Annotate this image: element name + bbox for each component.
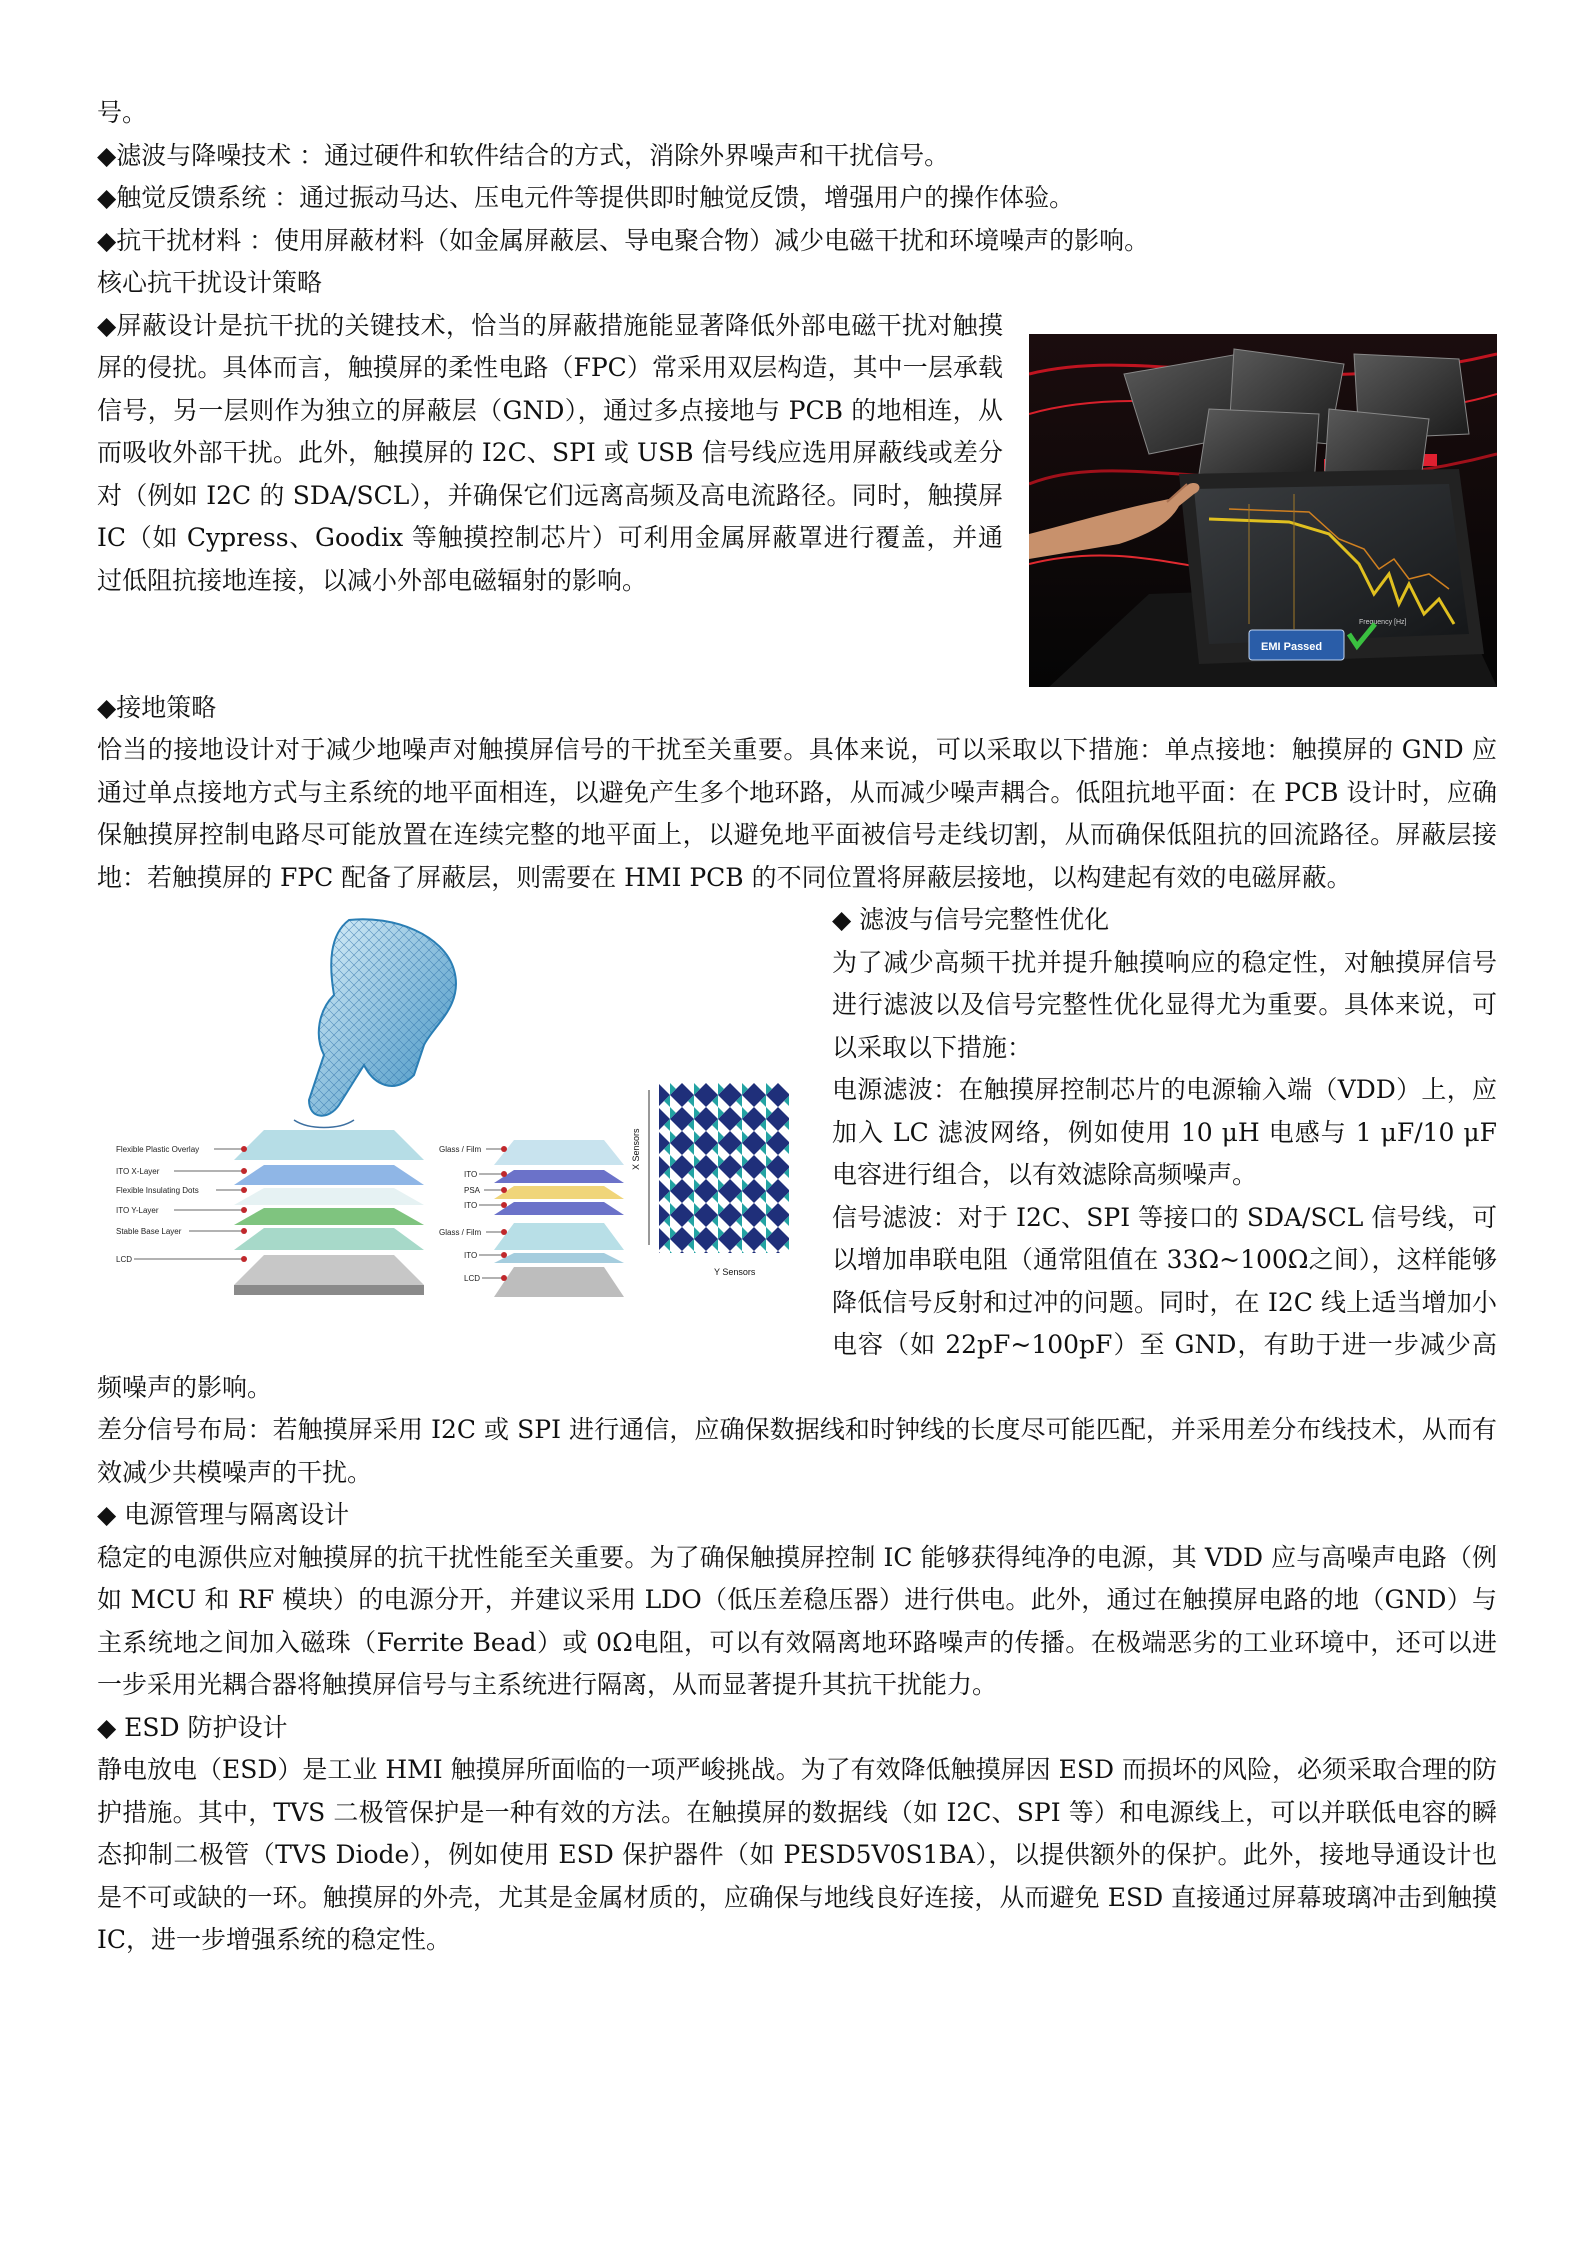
esd-heading: ◆ ESD 防护设计 xyxy=(97,1712,288,1742)
layer-label: Flexible Plastic Overlay xyxy=(116,1145,200,1154)
filtering-intro: 为了减少高频干扰并提升触摸响应的稳定性，对触摸屏信号进行滤波以及信号完整性优化显得尤为重要。具体来说，可以采取以下措施： xyxy=(832,947,1497,1062)
y-sensors-label: Y Sensors xyxy=(714,1267,756,1277)
frequency-axis-label: Frequency [Hz] xyxy=(1359,618,1407,626)
emi-passed-badge: EMI Passed xyxy=(1261,640,1323,653)
layer-label: PSA xyxy=(464,1186,481,1195)
section-heading-core-strategy: 核心抗干扰设计策略 xyxy=(97,268,323,297)
bullet-anti-interference-material: ◆抗干扰材料 ：使用屏蔽材料（如金属屏蔽层、导电聚合物）减少电磁干扰和环境噪声的影响。 xyxy=(97,225,1150,255)
layer-label: ITO X-Layer xyxy=(116,1167,160,1176)
layer-label: ITO Y-Layer xyxy=(116,1206,159,1215)
shield-design-paragraph: ◆屏蔽设计是抗干扰的关键技术，恰当的屏蔽措施能显著降低外部电磁干扰对触摸屏的侵扰。具体而言，触摸屏的柔性电路（FPC）常采用双层构造，其中一层承载信号，另一层则作为独立的屏蔽层（GND），通过多点接地与 PCB 的地相连，从而吸收外部干扰。此外，触摸屏的 I2C、SPI 或 USB 信号线应选用屏蔽线或差分对（例如 I2C 的 SDA/SCL），并确保它们远离高频及高电流路径。同时，触摸屏 IC（如 Cypress、Goodix 等触摸控制芯片）可利用金属屏蔽罩进行覆盖，并通过低阻抗接地连接，以减小外部电磁辐射的影响。 xyxy=(97,310,1003,595)
touch-layer-stack-image xyxy=(94,915,804,1335)
layer-label: LCD xyxy=(464,1274,481,1283)
bullet-filter-noise: ◆滤波与降噪技术 ：通过硬件和软件结合的方式，消除外界噪声和干扰信号。 xyxy=(97,140,950,170)
emi-test-image xyxy=(1029,334,1497,687)
layer-label: Stable Base Layer xyxy=(116,1227,182,1236)
signal-filtering-paragraph: 信号滤波：对于 I2C、SPI 等接口的 SDA/SCL 信号线，可以增加串联电阻（通常阻值在 33Ω~100Ω之间），这样能够降低信号反射和过冲的问题。同时，在 I2C 线上适当增加小电容（如 22pF~100pF）至 GND，有助于进一步减少高频噪声的影响。 xyxy=(97,1202,1497,1402)
x-sensors-label: X Sensors xyxy=(631,1128,641,1170)
filtering-heading: ◆ 滤波与信号完整性优化 xyxy=(832,905,1110,934)
grounding-paragraph: 恰当的接地设计对于减少地噪声对触摸屏信号的干扰至关重要。具体来说，可以采取以下措施：单点接地：触摸屏的 GND 应通过单点接地方式与主系统的地平面相连，以避免产生多个地环路，从而减少噪声耦合。低阻抗地平面：在 PCB 设计时，应确保触摸屏控制电路尽可能放置在连续完整的地平面上，以避免地平面被信号走线切割，从而确保低阻抗的回流路径。屏蔽层接地：若触摸屏的 FPC 配备了屏蔽层，则需要在 HMI PCB 的不同位置将屏蔽层接地，以构建起有效的电磁屏蔽。 xyxy=(97,735,1497,892)
layer-label: ITO xyxy=(464,1201,478,1210)
power-filtering-paragraph: 电源滤波：在触摸屏控制芯片的电源输入端（VDD）上，应加入 LC 滤波网络，例如使用 10 μH 电感与 1 μF/10 μF 电容进行组合，以有效滤除高频噪声。 xyxy=(832,1075,1497,1189)
layer-label: LCD xyxy=(116,1255,133,1264)
document-page xyxy=(97,92,1497,1962)
power-management-paragraph: 稳定的电源供应对触摸屏的抗干扰性能至关重要。为了确保触摸屏控制 IC 能够获得纯净的电源，其 VDD 应与高噪声电路（例如 MCU 和 RF 模块）的电源分开，并建议采用 LDO（低压差稳压器）进行供电。此外，通过在触摸屏电路的地（GND）与主系统地之间加入磁珠（Ferrite Bead）或 0Ω电阻，可以有效隔离地环路噪声的传播。在极端恶劣的工业环境中，还可以进一步采用光耦合器将触摸屏信号与主系统进行隔离，从而显著提升其抗干扰能力。 xyxy=(97,1542,1497,1699)
layer-label: ITO xyxy=(464,1251,478,1260)
grounding-heading: ◆接地策略 xyxy=(97,692,217,722)
esd-paragraph: 静电放电（ESD）是工业 HMI 触摸屏所面临的一项严峻挑战。为了有效降低触摸屏因 ESD 而损坏的风险，必须采取合理的防护措施。其中，TVS 二极管保护是一种有效的方法。在触摸屏的数据线（如 I2C、SPI 等）和电源线上，可以并联低电容的瞬态抑制二极管（TVS Diode），例如使用 ESD 保护器件（如 PESD5V0S1BA），以提供额外的保护。此外，接地导通设计也是不可或缺的一环。触摸屏的外壳，尤其是金属材质的，应确保与地线良好连接，从而避免 ESD 直接通过屏幕玻璃冲击到触摸 IC，进一步增强系统的稳定性。 xyxy=(97,1755,1497,1954)
layer-label: Glass / Film xyxy=(439,1228,482,1237)
layer-label: Flexible Insulating Dots xyxy=(116,1186,199,1195)
differential-layout-paragraph: 差分信号布局：若触摸屏采用 I2C 或 SPI 进行通信，应确保数据线和时钟线的长度尽可能匹配，并采用差分布线技术，从而有效减少共模噪声的干扰。 xyxy=(97,1415,1497,1487)
layer-label: Glass / Film xyxy=(439,1145,482,1154)
emi-test-illustration xyxy=(1029,334,1497,687)
power-management-heading: ◆ 电源管理与隔离设计 xyxy=(97,1500,350,1529)
layer-label: ITO xyxy=(464,1170,478,1179)
bullet-haptic: ◆触觉反馈系统 ：通过振动马达、压电元件等提供即时触觉反馈，增强用户的操作体验。 xyxy=(97,183,1075,212)
continuation-line: 号。 xyxy=(97,98,148,127)
touch-layer-illustration xyxy=(94,915,804,1335)
